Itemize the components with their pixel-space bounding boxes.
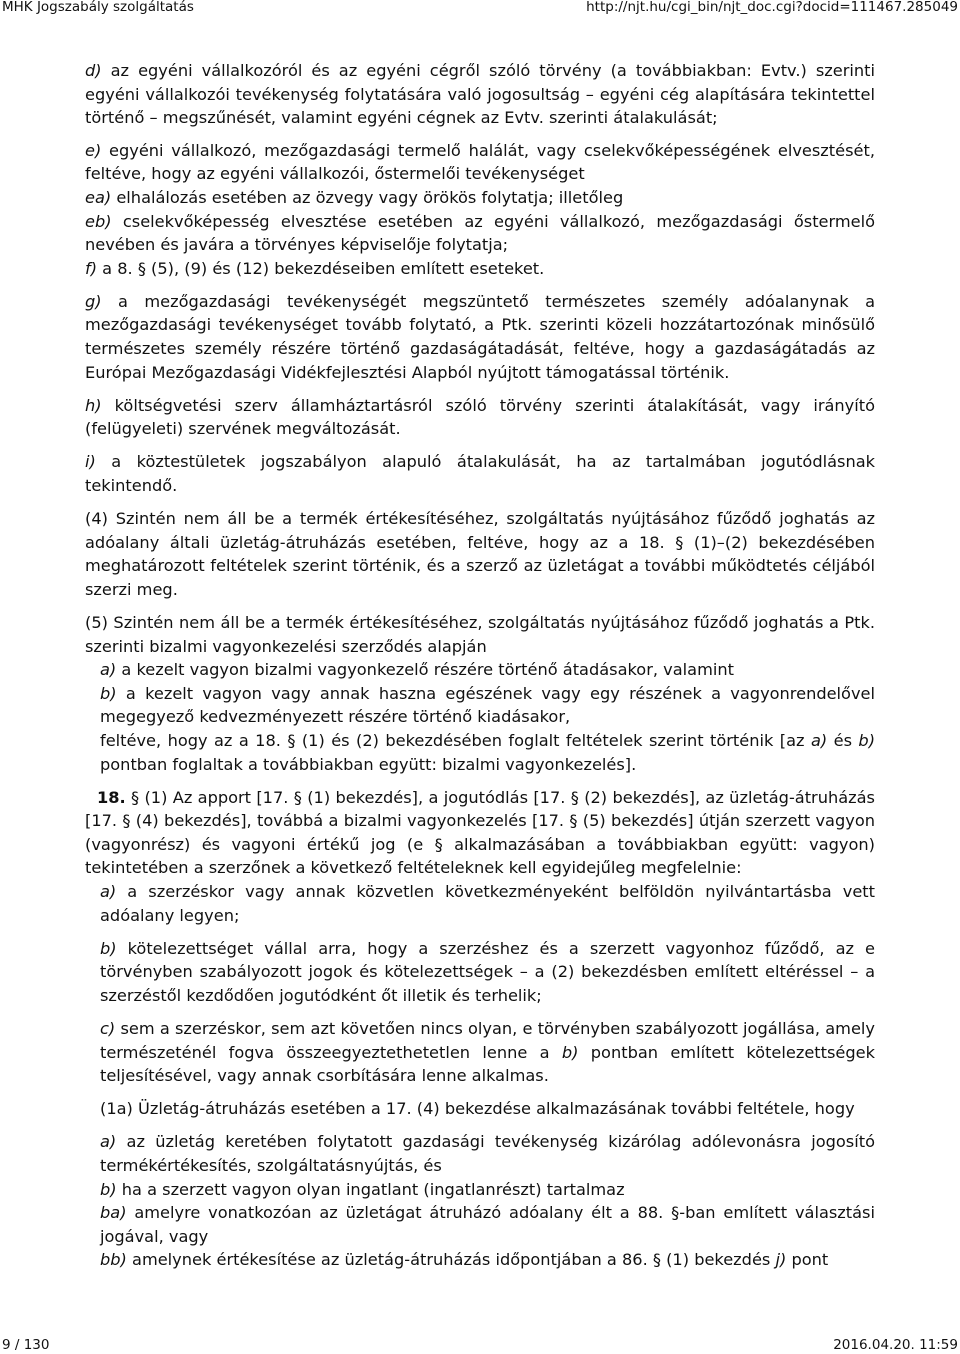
paragraph-g: g) a mezőgazdasági tevékenységét megszüntető természetes személy adóalanynak a mezőgazdasági tevékenységet tovább folytató, a Ptk. szerinti közeli hozzátartozónak minősülő természetes személy részére történő gazdaságátadását, feltéve, hogy a gazdaságátadás az Európai Mezőgazdasági Vidékfejlesztési Alapból nyújtott támogatással történik. — [85, 291, 875, 382]
document-body — [85, 59, 875, 1272]
header-source-title: MHK Jogszabály szolgáltatás — [2, 0, 194, 15]
paragraph-i: i) a köztestületek jogszabályon alapuló átalakulását, ha az tartalmában jogutódlásnak tekintendő. — [85, 452, 875, 495]
paragraph-e: e) egyéni vállalkozó, mezőgazdasági termelő halálát, vagy cselekvőképességének elvesztését, feltéve, hogy az egyéni vállalkozói, őstermelői tevékenységet — [85, 140, 875, 184]
paragraph-1a-b: b) ha a szerzett vagyon olyan ingatlant (ingatlanrészt) tartalmaz — [100, 1179, 625, 1199]
paragraph-eb: eb) cselekvőképesség elvesztése esetében az egyéni vállalkozó, mezőgazdasági őstermelő nevében és javára a törvényes képviselője folytatja; — [85, 211, 875, 255]
paragraph-5b: b) a kezelt vagyon vagy annak haszna egészének vagy egy részének a vagyonrendelővel megegyező kedvezményezett részére történő kiadásakor, — [100, 683, 875, 727]
page-header — [0, 0, 960, 20]
paragraph-d: d) az egyéni vállalkozóról és az egyéni cégről szóló törvény (a továbbiakban: Evtv.) szerinti egyéni vállalkozói tevékenység folytatására való jogosultság – egyéni cég alapítására tekintettel történő – megszűnését, valamint egyéni cégnek az Evtv. szerinti átalakulását; — [85, 61, 875, 128]
page-footer — [0, 1336, 960, 1354]
paragraph-ea: ea) elhalálozás esetében az özvegy vagy örökös folytatja; illetőleg — [85, 187, 624, 207]
paragraph-1a-a: a) az üzletág keretében folytatott gazdasági tevékenység kizárólag adólevonásra jogosító termékértékesítés, szolgáltatásnyújtás, és — [100, 1132, 875, 1175]
page-number: 9 / 130 — [2, 1337, 50, 1353]
paragraph-1a: (1a) Üzletág-átruházás esetében a 17. (4) bekezdése alkalmazásának további feltétele, hogy — [100, 1099, 855, 1119]
section-18-1: 18. § (1) Az apport [17. § (1) bekezdés], a jogutódlás [17. § (2) bekezdés], az üzletág-átruházás [17. § (4) bekezdés], továbbá a bizalmi vagyonkezelés [17. § (5) bekezdés] útján szerzett vagyon (vagyonrész) és vagyoni értékű jog (e § alkalmazásában a továbbiakban együtt: vagyon) tekintetében a szerzőnek a következő feltételeknek kell egyidejűleg megfelelnie: — [85, 787, 875, 878]
paragraph-h: h) költségvetési szerv államháztartásról szóló törvény szerinti átalakítását, vagy irányító (felügyeleti) szervének megváltozását. — [85, 395, 875, 439]
print-timestamp: 2016.04.20. 11:59 — [833, 1337, 958, 1353]
paragraph-5: (5) Szintén nem áll be a termék értékesítéséhez, szolgáltatás nyújtásához fűződő joghatás a Ptk. szerinti bizalmi vagyonkezelési szerződés alapján — [85, 612, 875, 656]
paragraph-18-c: c) sem a szerzéskor, sem azt követően nincs olyan, e törvényben szabályozott jogállása, amely természeténél fogva összeegyeztethetetlen lenne a b) pontban említett kötelezettségek teljesítésével, vagy annak csorbítására lenne alkalmas. — [100, 1018, 875, 1086]
paragraph-5-closing: feltéve, hogy az a 18. § (1) és (2) bekezdésében foglalt feltételek szerint történik [az a) és b) pontban foglaltak a továbbiakban együtt: bizalmi vagyonkezelés]. — [100, 730, 876, 774]
header-url: http://njt.hu/cgi_bin/njt_doc.cgi?docid=111467.285049 — [586, 0, 958, 15]
paragraph-f: f) a 8. § (5), (9) és (12) bekezdéseiben említett eseteket. — [85, 258, 545, 278]
paragraph-1a-ba: ba) amelyre vonatkozóan az üzletágat átruházó adóalany élt a 88. §-ban említett választási jogával, vagy — [100, 1203, 875, 1246]
paragraph-18-b: b) kötelezettséget vállal arra, hogy a szerzéshez és a szerzett vagyonhoz fűződő, az e törvényben szabályozott jogok és kötelezettségek – a (2) bekezdésben említett eltéréssel – a szerzéstől kezdődően jogutódként őt illetik és terhelik; — [100, 938, 875, 1005]
paragraph-18-a: a) a szerzéskor vagy annak közvetlen következményeként belföldön nyilvántartásba vett adóalany legyen; — [100, 882, 875, 925]
paragraph-1a-bb: bb) amelynek értékesítése az üzletág-átruházás időpontjában a 86. § (1) bekezdés j) pont — [100, 1250, 829, 1270]
paragraph-4: (4) Szintén nem áll be a termék értékesítéséhez, szolgáltatás nyújtásához fűződő joghatás az adóalany általi üzletág-átruházás esetében, feltéve, hogy az a 18. § (1)–(2) bekezdésében meghatározott feltételek szerint történik, és a szerző az üzletágat a további működtetés céljából szerzi meg. — [85, 509, 875, 599]
paragraph-5a: a) a kezelt vagyon bizalmi vagyonkezelő részére történő átadásakor, valamint — [100, 660, 734, 680]
